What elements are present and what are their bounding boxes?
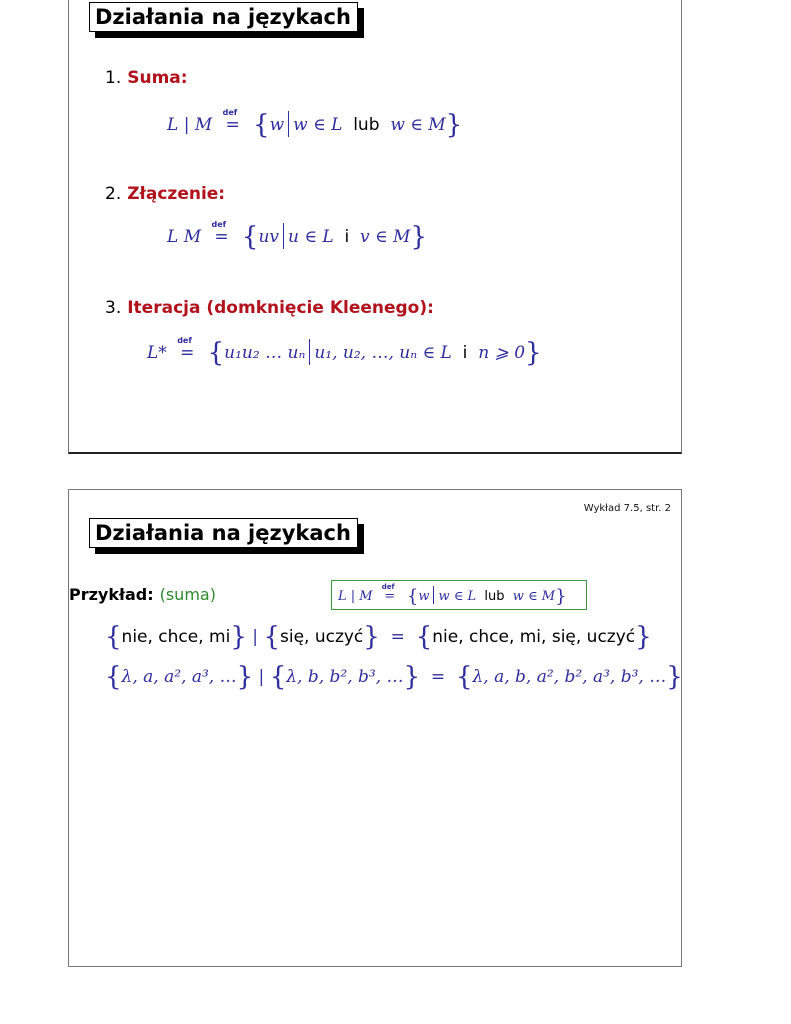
item-number: 2. (105, 184, 122, 204)
item-suma-heading (105, 68, 188, 88)
def-equals: def = (381, 583, 396, 604)
formula-lhs: L M (167, 227, 202, 247)
cond-b: w ∈ M (512, 589, 556, 604)
slide-title: Działania na językach (89, 518, 358, 548)
cond-a: w ∈ L (293, 115, 343, 135)
cond-b: v ∈ M (360, 227, 411, 247)
def-equals: def = (211, 220, 229, 247)
formula-lhs: L | M (338, 589, 373, 604)
item-iteracja-heading (105, 298, 434, 318)
example-heading: Przykład: (69, 585, 154, 604)
item-label: Złączenie: (127, 184, 226, 204)
cond-b: n ⩾ 0 (478, 343, 526, 363)
conj: i (344, 227, 350, 247)
def-equals: def = (177, 336, 195, 363)
set-head: w (418, 589, 430, 604)
slide-2 (68, 489, 682, 967)
item-number: 3. (105, 298, 122, 318)
item-label: Suma: (127, 68, 188, 88)
formula-suma: L | M def = {w w ∈ L lub w ∈ M} (167, 108, 463, 140)
conj: lub (484, 589, 505, 604)
slide-title: Działania na językach (89, 2, 358, 32)
result-set: λ, a, b, a², b², a³, b³, … (472, 667, 667, 687)
set-b: λ, b, b², b³, … (286, 667, 404, 687)
set-head: u₁u₂ … uₙ (224, 343, 306, 363)
definition-formula: L | M def = {w w ∈ L lub w ∈ M} (338, 583, 567, 607)
set-head: w (269, 115, 285, 135)
formula-lhs: L | M (167, 115, 213, 135)
result-set: nie, chce, mi, się, uczyć (432, 627, 636, 647)
formula-iteracja: L* def = {u₁u₂ … uₙ u₁, u₂, …, uₙ ∈ L i n ⩾ 0} (147, 336, 542, 368)
set-b: się, uczyć (279, 627, 364, 647)
item-zlaczenie-heading (105, 184, 225, 204)
cond-b: w ∈ M (390, 115, 446, 135)
example-line-2: {λ, a, a², a³, …} | {λ, b, b², b³, …} = {λ, a, b, a², b², a³, b³, …} (105, 662, 683, 692)
cond-a: u₁, u₂, …, uₙ ∈ L (314, 343, 452, 363)
definition-box (331, 580, 587, 610)
item-number: 1. (105, 68, 122, 88)
cond-a: u ∈ L (288, 227, 334, 247)
formula-zlaczenie: L M def = {uv u ∈ L i v ∈ M} (167, 220, 427, 252)
slide-1 (68, 0, 682, 454)
set-head: uv (258, 227, 280, 247)
set-a: nie, chce, mi (121, 627, 231, 647)
page-label: Wykład 7.5, str. 2 (583, 503, 671, 514)
cond-a: w ∈ L (438, 589, 477, 604)
conj: lub (353, 115, 380, 135)
conj: i (462, 343, 468, 363)
formula-lhs: L* (147, 343, 167, 363)
item-label: Iteracja (domknięcie Kleenego): (127, 298, 434, 318)
example-kind: (suma) (159, 585, 216, 604)
def-equals: def = (222, 108, 240, 135)
example-line-1: {nie, chce, mi} | {się, uczyć} = {nie, chce, mi, się, uczyć} (105, 622, 652, 652)
set-a: λ, a, a², a³, … (121, 667, 237, 687)
example-label (69, 585, 216, 604)
